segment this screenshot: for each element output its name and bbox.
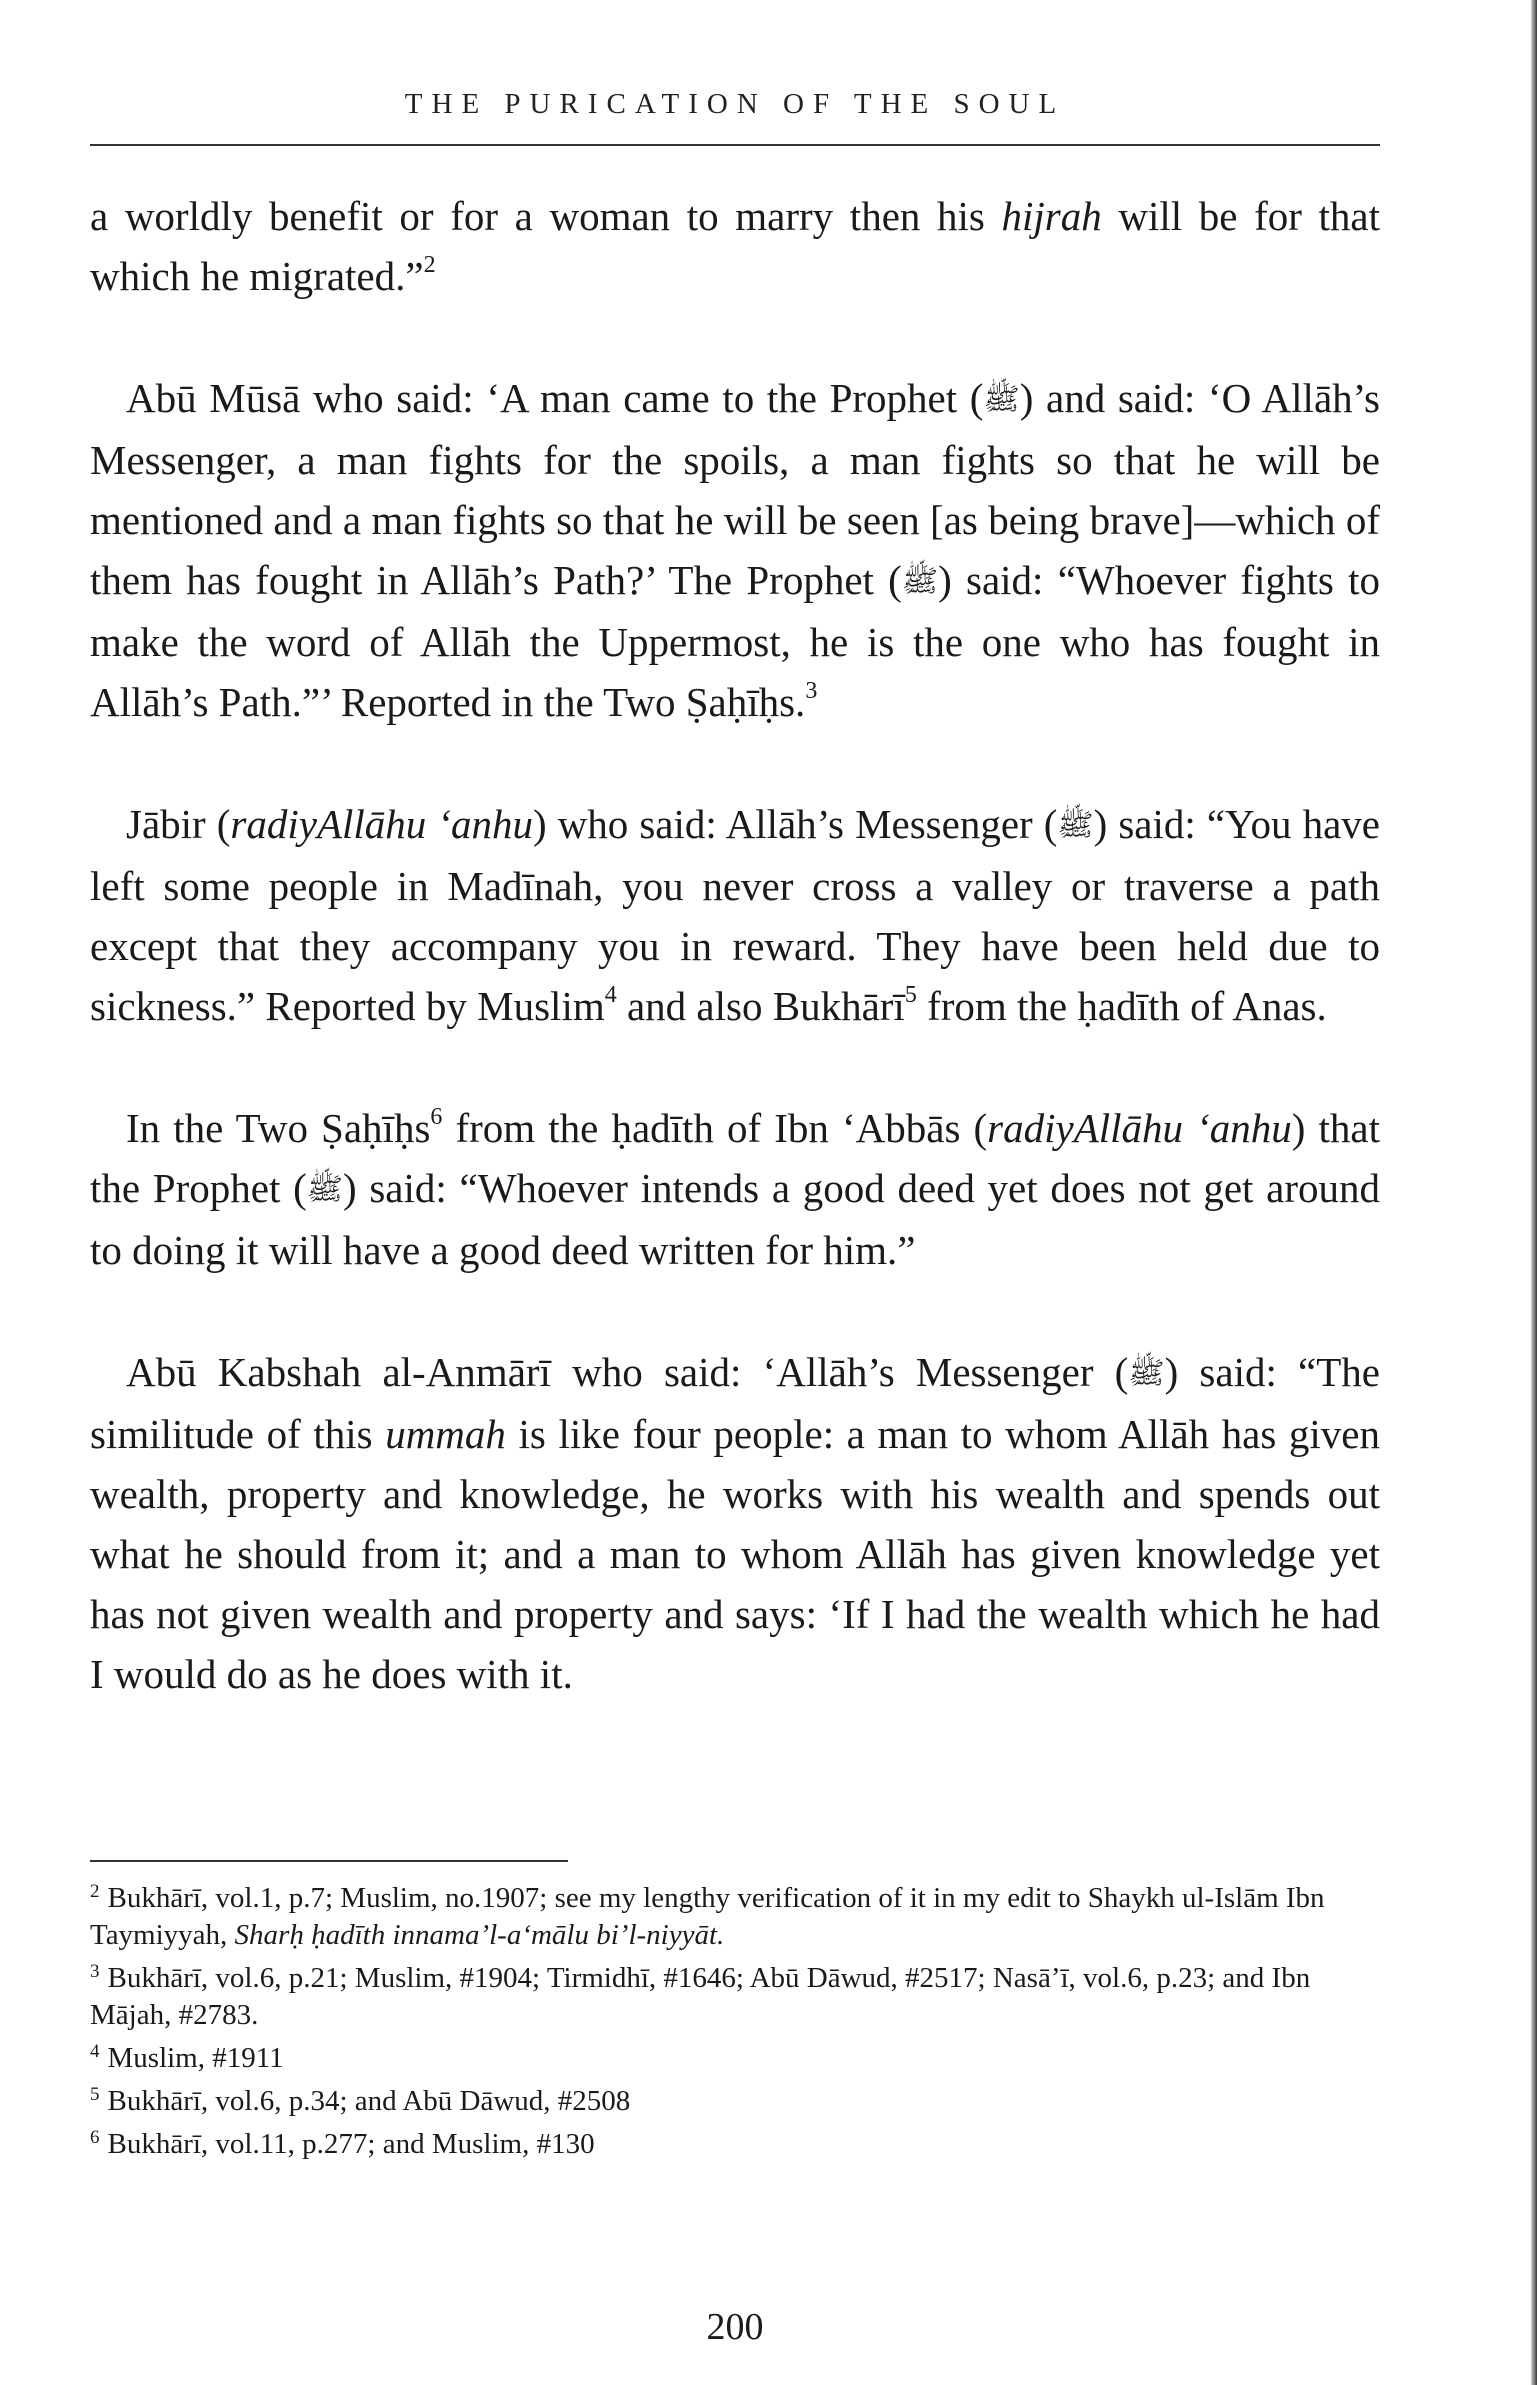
salutation-glyph: ﷺ	[306, 1173, 343, 1206]
text-run: from the ḥadīth of Anas.	[916, 983, 1327, 1029]
footnote-text: Bukhārī, vol.6, p.21; Muslim, #1904; Tirmidhī, #1646; Abū Dāwud, #2517; Nasā’ī, vol.6, p.23; and Ibn Mājah, #2783.	[90, 1962, 1311, 2031]
text-run: ) said: “The similitude of this	[90, 1349, 1380, 1457]
text-run: ) said: “Whoever fights to make the word of Allāh the Uppermost, he is the one who has fought in Allāh’s Path.”’ Reported in the Two Ṣaḥīḥs.	[90, 557, 1380, 725]
footnote-number: 4	[90, 2041, 100, 2062]
text-run: ) and said: ‘O Allāh’s Messenger, a man fights for the spoils, a man fights so that he will be mentioned and a man fights so that he will be seen [as being brave]—which of them has fought in Allāh’s Path?’ The Prophet (	[90, 375, 1380, 603]
running-header: THE PURICATION OF THE SOUL	[404, 88, 1066, 120]
italic-term: ummah	[385, 1411, 506, 1457]
text-run: a worldly benefit or for a woman to marry then his	[90, 193, 1002, 239]
text-run: In the Two Ṣaḥīḥs	[126, 1105, 431, 1151]
text-run: ) said: “You have left some people in Madīnah, you never cross a valley or traverse a path except that they accompany you in reward. They have been held due to sickness.” Reported by Muslim	[90, 801, 1380, 1029]
paragraph-3	[90, 794, 1380, 1036]
header-rule	[90, 144, 1380, 146]
footnote-rule	[90, 1860, 568, 1862]
text-run: will be for that which he migrated.”	[90, 193, 1380, 299]
italic-term: radiyAllāhu ‘anhu	[987, 1105, 1292, 1151]
footnote-6	[90, 2126, 1380, 2163]
footnote-text: Bukhārī, vol.11, p.277; and Muslim, #130	[107, 2128, 595, 2160]
footnote-ref: 3	[805, 678, 818, 704]
page-edge-shadow	[1531, 0, 1537, 2385]
footnote-number: 3	[90, 1961, 100, 1982]
text-run: ) who said: Allāh’s Messenger (	[532, 801, 1058, 847]
footnote-ref: 5	[904, 982, 917, 1008]
footnote-number: 2	[90, 1881, 100, 1902]
italic-term: hijrah	[1001, 193, 1102, 239]
paragraph-2	[90, 368, 1380, 732]
footnote-ref: 6	[430, 1104, 443, 1130]
footnotes	[90, 1880, 1380, 2169]
footnote-number: 5	[90, 2084, 100, 2105]
paragraph-1	[90, 186, 1380, 306]
footnote-text: Bukhārī, vol.1, p.7; Muslim, no.1907; see my lengthy verification of it in my edit to Shaykh ul-Islām Ibn Taymiyyah,	[90, 1882, 1325, 1951]
text-run: ) said: “Whoever intends a good deed yet does not get around to doing it will have a good deed written for him.”	[90, 1165, 1380, 1273]
paragraph-4	[90, 1098, 1380, 1280]
text-run: ) that the Prophet (	[90, 1105, 1381, 1211]
salutation-glyph: ﷺ	[1128, 1357, 1165, 1390]
text-run: Abū Kabshah al-Anmārī who said: ‘Allāh’s Messenger (	[126, 1349, 1129, 1395]
text-run: Jābir (	[126, 801, 231, 847]
footnote-2	[90, 1880, 1380, 1954]
footnote-ref: 4	[604, 982, 617, 1008]
body-text	[90, 186, 1380, 1766]
paragraph-5	[90, 1342, 1380, 1704]
text-run: from the ḥadīth of Ibn ‘Abbās (	[442, 1105, 988, 1151]
salutation-glyph: ﷺ	[1057, 809, 1094, 842]
footnote-italic-title: Sharḥ ḥadīth innama’l-a‘mālu bi’l-niyyāt.	[234, 1919, 725, 1951]
footnote-ref: 2	[423, 252, 436, 278]
footnote-text: Muslim, #1911	[107, 2042, 284, 2074]
italic-term: radiyAllāhu ‘anhu	[230, 801, 533, 847]
page-number: 200	[706, 2306, 764, 2348]
text-run: Abū Mūsā who said: ‘A man came to the Prophet (	[126, 375, 984, 421]
footnote-4	[90, 2040, 1380, 2077]
footnote-5	[90, 2083, 1380, 2120]
footnote-text: Bukhārī, vol.6, p.34; and Abū Dāwud, #2508	[107, 2085, 631, 2117]
footnote-number: 6	[90, 2127, 100, 2148]
footnote-3	[90, 1960, 1380, 2034]
salutation-glyph: ﷺ	[983, 383, 1020, 416]
text-run: is like four people: a man to whom Allāh has given wealth, property and knowledge, he works with his wealth and spends out what he should from it; and a man to whom Allāh has given knowledge yet has not given wealth and property and says: ‘If I had the wealth which he had I would do as he does with it.	[90, 1411, 1380, 1697]
text-run: and also Bukhārī	[616, 983, 905, 1029]
salutation-glyph: ﷺ	[901, 565, 939, 598]
